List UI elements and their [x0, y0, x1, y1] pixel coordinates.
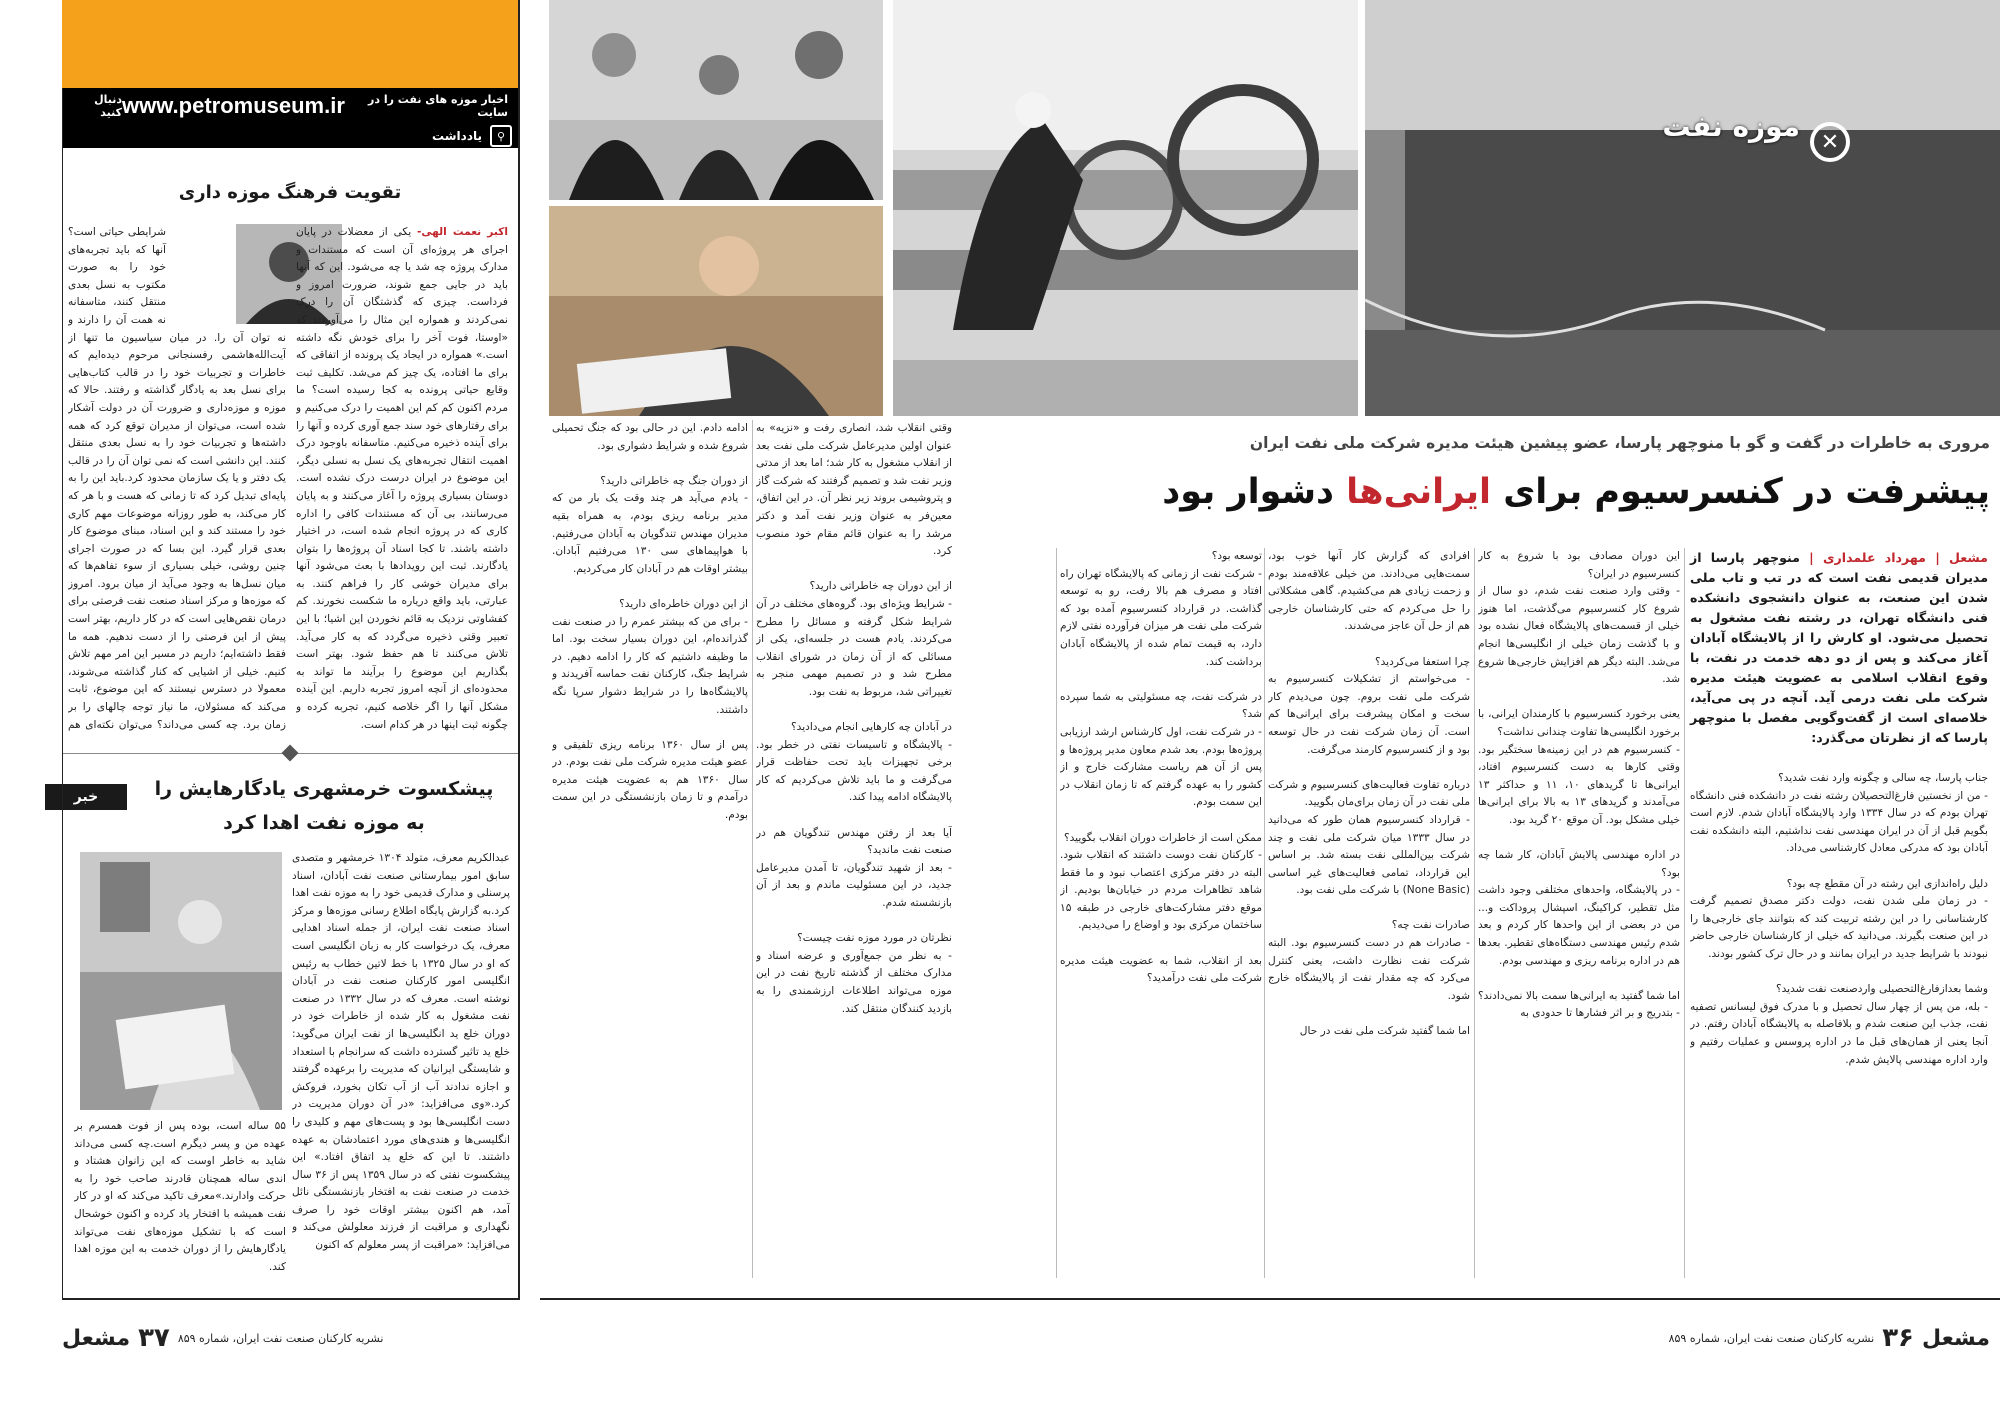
note-article-author: اکبر نعمت الهی-	[417, 226, 508, 238]
feature-lead-text: منوچهر پارسا از مدیران قدیمی نفت است که در تب و تاب ملی شدن این صنعت، به عنوان دانشجوی دانشکده فنی دانشگاه تهران، در رشته نفت مشغول به تحصیل می‌شود. او کارش را از پالایشگاه آبادان آغاز می‌کند و پس از دو دهه خدمت در نفت، با وقوع انقلاب اسلامی به عضویت هیئت مدیره شرکت ملی نفت درمی آید. آنچه در پی می‌آید، خلاصه‌ای است از گفت‌وگویی مفصل با منوچهر پارسا که از نظرتان می‌گذرد:	[1690, 550, 1988, 745]
feature-column-4: توسعه بود؟ - شرکت نفت از زمانی که پالایشگاه تهران راه افتاد و مصرف هم بالا رفت، رو به توسعه گذاشت. در قرارداد کنسرسیوم آمده بود که شرکت ملی نفت هر میزان فرآورده نفتی لازم دارد، به قیمت تمام شده از پالایشگاه آبادان برداشت کند. در شرکت نفت، چه مسئولیتی به شما سپرده شد؟ - در شرکت نفت، اول کارشناس ارشد ارزیابی پروژه‌ها بودم. بعد شدم معاون مدیر پروژه‌ها و پس از آن هم ریاست مشارکت خارج و از کشور را به عهده گرفتم که تا زمان انقلاب در این سمت بودم. ممکن است از خاطرات دوران انقلاب بگویید؟ - کارکنان نفت دوست داشتند که انقلاب شود. البته در دفتر مرکزی اعتصاب نبود و ما فقط شاهد تظاهرات مردم در خیابان‌ها بودیم. از موقع دفتر مشارکت‌های خارجی در طبقه ۱۵ ساختمان مرکزی بود و اوضاع را می‌دیدیم. بعد از انقلاب، شما به عضویت هیئت مدیره شرکت ملی نفت درآمدید؟	[1060, 550, 1262, 985]
left-page-footer	[62, 1318, 482, 1358]
news-title-line2: به موزه نفت اهدا کرد	[223, 812, 425, 834]
right-page-bottom-rule	[540, 1298, 2000, 1300]
section-label-bar	[62, 124, 518, 148]
column-divider	[1684, 548, 1685, 1278]
news-label-badge	[45, 784, 127, 810]
news-body-left: ۵۵ ساله است، بوده پس از فوت همسرم بر عهده من و پسر دیگرم است.چه کسی می‌داند شاید به خاطر اوست که این زانوان هشتاد و اندی ساله همچنان قادرند صاحب خود را به حرکت وادارند.»معرف تاکید می‌کند که او در کار نفت همیشه با افتخار یاد کرده و اکنون خوشحال است که با تشکیل موزه‌های نفت می‌تواند یادگارهایش را از دوران خدمت به این موزه اهدا کند.	[74, 1120, 286, 1273]
note-article-title: تقویت فرهنگ موزه داری	[178, 182, 402, 203]
feature-column-3: افرادی که گزارش کار آنها خوب بود، سمت‌هایی می‌دادند. من خیلی علاقه‌مند بودم و زحمت زیادی هم می‌کشیدم. گاهی مشکلاتی را حل می‌کردم که حتی کارشناسان خارجی هم از حل آن عاجز می‌شدند. چرا استعفا می‌کردید؟ - می‌خواستم از تشکیلات کنسرسیوم به شرکت ملی نفت بروم. چون می‌دیدم کار سخت و امکان پیشرفت برای ایرانی‌ها کم است. آن زمان شرکت نفت در حال توسعه بود و از کنسرسیوم کارمند می‌گرفت. درباره تفاوت فعالیت‌های کنسرسیوم و شرکت ملی نفت در آن زمان برای‌مان بگویید. - قرارداد کنسرسیوم همان طور که می‌دانید در سال ۱۳۳۳ میان شرکت ملی نفت و چند شرکت بین‌المللی نفت بسته شد. بر اساس این قرارداد، تمامی فعالیت‌های غیر اساسی (None Basic) با شرکت ملی نفت بود. صادرات نفت چه؟ - صادرات هم در دست کنسرسیوم بود. البته شرکت نفت نظارت داشت، یعنی کنترل می‌کرد که چه مقدار نفت از پالایشگاه خارج شود. اما شما گفتید شرکت ملی نفت در حال	[1268, 550, 1470, 1038]
three-men-photo	[549, 0, 883, 200]
news-title-line1: پیشکسوت خرمشهری یادگارهایش را	[154, 778, 494, 800]
oil-valve-logo-icon: ✕	[1810, 122, 1850, 162]
sidebar-orange-band	[62, 0, 518, 88]
feature-column-6: ادامه دادم. این در حالی بود که جنگ تحمیلی شروع شده و شرایط دشواری بود. از دوران جنگ چه خاطراتی دارید؟ - یادم می‌آید هر چند وقت یک بار من که مدیر برنامه ریزی بودم، به همراه بقیه مدیران مهندس تندگویان به آبادان می‌رفتیم. با هواپیماهای سی ۱۳۰ می‌رفتیم آبادان. بیشتر اوقات هم در آبادان کار می‌کردیم. از این دوران خاطره‌ای دارید؟ - برای من که بیشتر عمرم را در صنعت نفت گذرانده‌ام، این دوران بسیار سخت بود. اما ما وظیفه داشتیم که کار را ادامه دهیم. در شرایط جنگ، کارکنان نفت حماسه آفریدند و پالایشگاه‌ها را در شرایط دشوار سرپا نگه داشتند. پس از سال ۱۳۶۰ برنامه ریزی تلفیقی و عضو هیئت مدیره شرکت ملی نفت بودم. در سال ۱۳۶۰ هم به عضویت هیئت مدیره درآمدم و تا زمان بازنشستگی در این سمت بودم.	[552, 422, 748, 822]
mashal-logo: مشعل	[1921, 1325, 1990, 1351]
website-prompt: اخبار موزه های نفت را در سایت	[368, 93, 508, 119]
magnifier-icon: ⚲	[490, 125, 512, 147]
auditorium-crowd-photo	[1365, 0, 2000, 416]
museum-brand-title: موزه نفت	[1662, 110, 1800, 143]
follow-label: دنبال کنید	[94, 93, 123, 119]
right-page-number: ۳۶	[1882, 1323, 1914, 1353]
separator-diamond-icon	[282, 745, 299, 762]
left-page-caption: نشریه کارکنان صنعت نفت ایران، شماره ۸۵۹	[177, 1331, 384, 1345]
museum-brand-header	[1660, 110, 1920, 170]
news-label: خبر	[73, 789, 99, 805]
note-article-column-left	[68, 224, 286, 734]
right-page-caption: نشریه کارکنان صنعت نفت ایران، شماره ۸۵۹	[1668, 1331, 1875, 1345]
donor-elderly-man-photo	[80, 852, 282, 1110]
right-page-footer	[1620, 1318, 1990, 1358]
left-page-edge	[62, 88, 63, 1298]
left-page-bottom-rule	[62, 1298, 518, 1300]
news-body-right: عبدالکریم معرف، متولد ۱۳۰۴ خرمشهر و متصدی سابق امور بیمارستانی صنعت نفت آبادان، اسناد پرسنلی و مدارک قدیمی خود را به موزه نفت اهدا کرد.به گزارش پایگاه اطلاع رسانی موزه‌ها و مرکز اسناد صنعت نفت ایران، از جمله اسناد اهدایی معرف، یک درخواست کار به زبان انگلیسی است که او در سال ۱۳۲۵ با خط لاتین خطاب به رئیس انگلیسی امور کارکنان صنعت نفت در آبادان نوشته است. معرف که در سال ۱۳۳۲ در صنعت نفت مشغول به کار شده از خاطرات خود در دوران خلع ید انگلیسی‌ها از نفت ایران می‌گوید: خلع ید تاثیر گسترده داشت که سرانجام با استعداد و شایستگی ایرانیان که مدیریت را برعهده گرفتند و اجازه ندادند آب از آب تکان بخورد، فروکش کرد.«وی می‌افزاید: «در آن دوران مدیریت در دست انگلیسی‌ها بود و پست‌های مهم و کلیدی را انگلیسی‌ها و هندی‌های مورد اعتمادشان به عهده داشتند. تا این که خلع ید اتفاق افتاد.» این پیشکسوت نفتی که در سال ۱۳۵۹ پس از ۳۶ سال خدمت در صنعت نفت به افتخار بازنشستگی نائل آمد، هم اکنون بیشتر اوقات خود را صرف نگهداری و مراقبت از فرزند معلولش می‌کند و می‌افزاید: «مراقبت از پسر معلولم که اکنون	[292, 852, 510, 1252]
website-promo-bar	[62, 88, 518, 124]
feature-column-2: این دوران مصادف بود با شروع به کار کنسرسیوم در ایران؟ - وقتی وارد صنعت نفت شدم، دو سال از شروع کار کنسرسیوم می‌گذشت، اما هنوز خیلی از قسمت‌های پالایشگاه فعال نشده بود و با گذشت زمان خیلی از انگلیسی‌ها انجام می‌شد. البته دیگر هم افزایش خارجی‌ها شروع شد. یعنی برخورد کنسرسیوم با کارمندان ایرانی، با برخورد انگلیسی‌ها تفاوت چندانی نداشت؟ - کنسرسیوم هم در این زمینه‌ها سختگیر بود. وقتی کارها به دست کنسرسیوم افتاد، ایرانی‌ها تا گریدهای ۱۰، ۱۱ و حداکثر ۱۳ می‌آمدند و گریدهای ۱۳ به بالا برای ایرانی‌ها خیلی مشکل بود. آن موقع ۲۰ گرید بود. در اداره مهندسی پالایش آبادان، کار شما چه بود؟ - در پالایشگاه، واحدهای مختلفی وجود داشت مثل تقطیر، کراکینگ، اسپشال پروداکت و... من در بعضی از این واحدها کار کردم و بعد شدم رئیس مهندسی دستگاه‌های تقطیر. بعدها هم در اداره برنامه ریزی و مهندسی بودم. اما شما گفتید به ایرانی‌ها سمت بالا نمی‌دادند؟ - بتدریج و بر اثر فشارها تا حدودی به	[1478, 550, 1680, 1020]
column-divider	[752, 420, 753, 1278]
mashal-logo: مشعل	[62, 1325, 131, 1351]
feature-kicker: مروری به خاطرات در گفت و گو با منوچهر پارسا، عضو پیشین هیئت مدیره شرکت ملی نفت ایران	[1249, 434, 1990, 452]
feature-title-highlight: ایرانی‌ها	[1346, 472, 1492, 512]
note-article-body-left: شرایطی حیاتی است؟ آنها که باید تجربه‌های خود را به صورت مکتوب به نسل بعدی منتقل کنند، متاسفانه نه همت آن را دارند و نه توان آن را. در میان سیاسیون ما تنها از آیت‌الله‌هاشمی رفسنجانی مرحوم دیده‌ایم که خاطرات و تجربیات خود را در قالب کتاب‌هایی برای نسل بعد به یادگار گذاشته و رفتند. حالا که موزه و موزه‌داری و ضرورت آن در دولت آشکار شده است، می‌توان از مدیران توقع کرد که همه داشته‌ها و تجربیات خود را به نسل بعدی منتقل کنند. این دانشی است که نمی توان آن را در قالب یک دفتر و یا یک سازمان محدود کرد.باید این را به پایه‌ای تبدیل کرد که تا زمانی که هست و با هر که کار می‌کند، به طور روزانه موضوعات مهم کاری خود را مستند کند و این اسناد، مبنای موضوع کار بعدی قرار گیرد. این بسا که در صورت اجرای چنین روشی، خیلی بسیاری از سوء تفاهم‌ها که میان نسل‌ها به وجود می‌آید از میان برود. امروز که موزه‌ها و مرکز اسناد صنعت نفت فرصتی برای درمان نقص‌هایی است که در کار داریم، بهتر است پیش از این فرصتی را از دست ندهیم. همه ما فقط داشته‌ایم؛ داریم در مسیر این امر مهم تلاش کنیم. خیلی از اشیایی که کنار گذاشته می‌شوند، معمولا در دسترس نیستند که این موضوع، ثابت می‌کند که مسئولان، ما نیاز توجه چالهای را بر زمان برد. چه کسی می‌داند؟ می‌توان نکته‌ای هم	[68, 226, 286, 731]
note-article-column-right	[296, 224, 508, 734]
old-man-desk-photo	[549, 206, 883, 416]
feature-title-part1: پیشرفت در کنسرسیوم برای	[1491, 472, 1990, 512]
feature-lead-author: مشعل | مهرداد علمداری |	[1809, 550, 1988, 565]
feature-lead	[1690, 548, 1988, 760]
page-gutter-line	[518, 0, 520, 1300]
note-article-body-right: یکی از معضلات در پایان اجرای هر پروژه‌ای آن است که مستندات و مدارک پروژه چه شد یا چه می‌شود. این که آنها باید در جایی جمع شوند، ضرورت امروز و فرداست. چیزی که گذشتگان آن را درک نمی‌کردند و همواره این مثال را می‌آوردند که «اوستا، فوت آخر را برای خودش نگه داشته است.» همواره در ایجاد یک پرونده از اتفاقی که برای ما افتاده، یک چیز کم می‌شد. تکلیف ثبت وقایع حیاتی پرونده به کجا رسیده است؟ ما مردم اکنون کم کم این اهمیت را درک می‌کنیم و برای رفتارهای خود سند جمع آوری کرده و آنها را برای آینده ذخیره می‌کنیم. متاسفانه باوجود درک اهمیت انتقال تجربه‌های یک نسل به نسلی دیگر، این موضوع در ایران درست درک نشده است. دوستان بسیاری پروژه را آغاز می‌کنند و به پایان می‌رسانند، بی آن که مستندات کافی را اداره کاری که در پروژه انجام شده است، در اختیار داشته باشند. تا کجا اسناد آن پروژه‌ها را بتوان یادگارند. ثبت این رویدادها با بعث می‌شود آنها برای مدیران خوشی کار را فراهم کنند. به عبارتی، باید واقع دریاره ما شکست نخورند. کم کفشاوتی نزدیک به قائم نخوردن این اشیا؛ با این تعبیر وقتی ذخیره می‌گردد که به کار می‌آید. تلاش می‌کنند تا هم حفظ شود. بهتر است بگذاریم این موضوع را برآیند ما تواند به محدوده‌ای از آنچه امروز تجربه داریم. این آینده مشکل آنها را اگر خلاصه کنیم، تجربه کرده و چگونه ثبت اینها در هر کدام است.	[296, 226, 508, 731]
feature-column-1: جناب پارسا، چه سالی و چگونه وارد نفت شدید؟ - من از نخستین فارغ‌التحصیلان رشته نفت در دانشکده فنی دانشگاه تهران بودم که در سال ۱۳۳۴ وارد پالایشگاه آبادان شدم. لازم است بگویم قبل از آن در ایران مهندسی نفت نداشتیم، البته دانشکده نفت آبادان بود که مدرکی معادل کارشناسی می‌داد. دلیل راه‌اندازی این رشته در آن مقطع چه بود؟ - در زمان ملی شدن نفت، دولت دکتر مصدق تصمیم گرفت کارشناسانی را در این رشته تربیت کند که بتوانند جای خارجی‌ها را در این صنعت بگیرند. می‌دانید که خیلی از کارشناسان خارجی حاضر نبودند با شرایط جدید در ایران بمانند و در حال ترک کشور بودند. وشما بعدازفارغ‌التحصیلی واردصنعت نفت شدید؟ - بله، من پس از چهار سال تحصیل و با مدرک فوق لیسانس تصفیه نفت، جذب این صنعت شدم و بلافاصله به پالایشگاه آبادان رفتم. در آنجا یعنی از همان‌های قبل ما در اداره پروسس و عملیات رفتیم و وارد اداره مهندسی پالایش شدم.	[1690, 772, 1988, 1066]
feature-column-5: وقتی انقلاب شد، انصاری رفت و «نزیه» به عنوان اولین مدیرعامل شرکت ملی نفت بعد از انقلاب مشغول به کار شد؛ اما بعد از مدتی وزیر نفت شد و تصمیم گرفتند که شرکت گاز و پتروشیمی بروند زیر نظر آن. در این اتفاق، معین‌فر به عنوان وزیر نفت آمد و دکتر مرشد را به عنوان قائم مقام خود منصوب کرد. از این دوران چه خاطراتی دارید؟ - شرایط ویژه‌ای بود. گروه‌های مختلف در آن شرایط شکل گرفته و مسائل را مطرح می‌کردند. یادم هست در جلسه‌ای، یکی از مسائلی که از آن زمان در شورای انقلاب مطرح شد و در تصمیم مهمی منجر به تغییراتی شد، مربوط به نفت بود. در آبادان چه کارهایی انجام می‌دادید؟ - پالایشگاه و تاسیسات نفتی در خطر بود. برخی تجهیزات باید تحت حفاظت قرار می‌گرفت و ما باید تلاش می‌کردیم که کار پالایشگاه ادامه پیدا کند. آیا بعد از رفتن مهندس تندگویان هم در صنعت نفت ماندید؟ - بعد از شهید تندگویان، تا آمدن مدیرعامل جدید، در این مسئولیت ماندم و بعد از آن بازنشسته شدم. نظرتان در مورد موزه نفت چیست؟ - به نظر من جمع‌آوری و عرضه اسناد و مدارک مختلف از گذشته تاریخ نفت در این موزه می‌تواند اطلاعات ارزشمندی را به بازدید کنندگان منتقل کند.	[756, 422, 952, 1015]
refinery-worker-photo	[893, 0, 1358, 416]
feature-title-part2: دشوار بود	[1162, 472, 1347, 512]
column-divider	[1474, 548, 1475, 1278]
photo-wrap-spacer	[166, 224, 286, 324]
column-divider	[1264, 548, 1265, 1278]
feature-title	[1000, 472, 1990, 512]
section-label: یادداشت	[432, 129, 482, 143]
left-page-number: ۳۷	[138, 1323, 170, 1353]
column-divider	[1056, 548, 1057, 1278]
website-url-link[interactable]: www.petromuseum.ir	[122, 93, 345, 118]
